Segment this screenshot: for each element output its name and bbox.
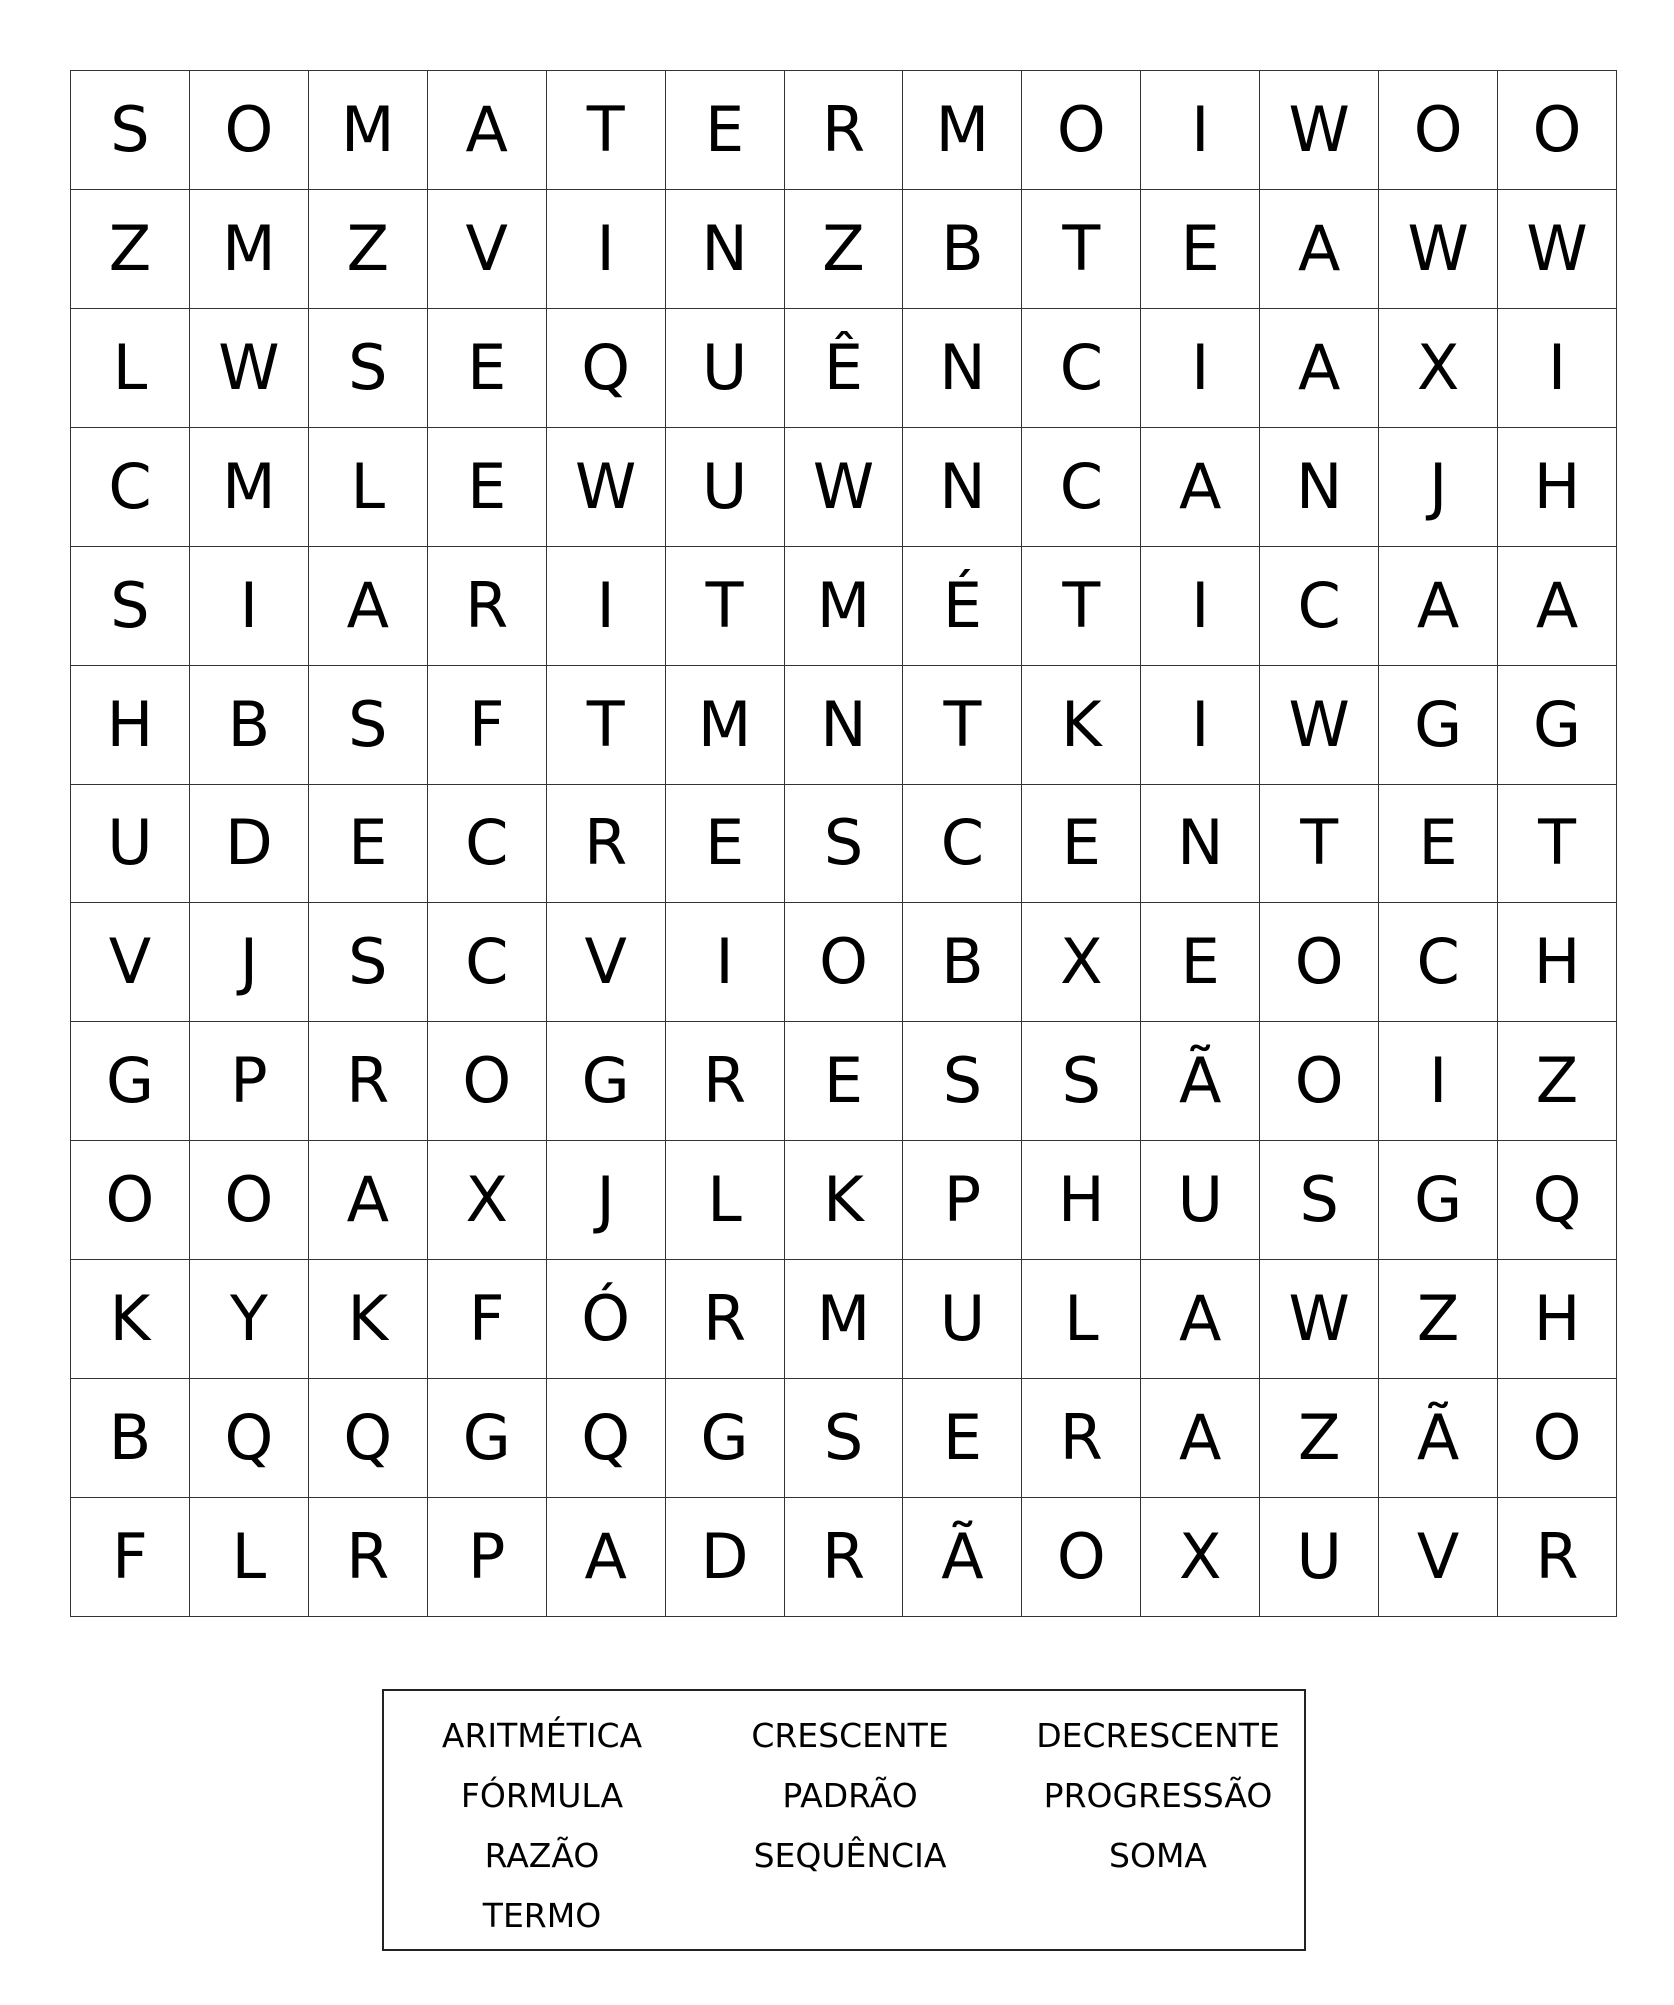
grid-cell[interactable]: Q xyxy=(547,309,666,428)
grid-cell[interactable]: O xyxy=(1022,1498,1141,1617)
grid-cell[interactable]: T xyxy=(1260,785,1379,904)
grid-cell[interactable]: M xyxy=(785,547,904,666)
grid-cell[interactable]: Z xyxy=(309,190,428,309)
grid-cell[interactable]: C xyxy=(1260,547,1379,666)
grid-cell[interactable]: W xyxy=(1498,190,1617,309)
grid-cell[interactable]: T xyxy=(903,666,1022,785)
grid-cell[interactable]: A xyxy=(1141,1260,1260,1379)
grid-cell[interactable]: V xyxy=(428,190,547,309)
grid-cell[interactable]: H xyxy=(1498,903,1617,1022)
grid-cell[interactable]: O xyxy=(1022,71,1141,190)
word-bank-item: PROGRESSÃO xyxy=(1043,1775,1273,1815)
grid-cell[interactable]: Ã xyxy=(1379,1379,1498,1498)
grid-cell[interactable]: D xyxy=(190,785,309,904)
word-search-grid xyxy=(70,70,1617,1617)
grid-cell[interactable]: H xyxy=(1498,428,1617,547)
grid-cell[interactable]: N xyxy=(666,190,785,309)
grid-cell[interactable]: I xyxy=(666,903,785,1022)
grid-cell[interactable]: O xyxy=(190,1141,309,1260)
grid-cell[interactable]: E xyxy=(785,1022,904,1141)
grid-cell[interactable]: B xyxy=(190,666,309,785)
word-bank xyxy=(382,1689,1306,1951)
word-bank-item: DECRESCENTE xyxy=(1036,1715,1280,1755)
grid-cell[interactable]: N xyxy=(1260,428,1379,547)
grid-cell[interactable]: C xyxy=(1022,309,1141,428)
grid-cell[interactable]: E xyxy=(309,785,428,904)
grid-cell[interactable]: G xyxy=(1379,1141,1498,1260)
grid-cell[interactable]: K xyxy=(785,1141,904,1260)
grid-cell[interactable]: A xyxy=(309,1141,428,1260)
grid-cell[interactable]: M xyxy=(903,71,1022,190)
grid-cell[interactable]: G xyxy=(1498,666,1617,785)
grid-cell[interactable]: Z xyxy=(1260,1379,1379,1498)
grid-cell[interactable]: É xyxy=(903,547,1022,666)
grid-cell[interactable]: P xyxy=(190,1022,309,1141)
grid-cell[interactable]: E xyxy=(1141,190,1260,309)
grid-cell[interactable]: Ó xyxy=(547,1260,666,1379)
grid-cell[interactable]: F xyxy=(71,1498,190,1617)
grid-cell[interactable]: E xyxy=(666,71,785,190)
grid-cell[interactable]: R xyxy=(547,785,666,904)
grid-cell[interactable]: D xyxy=(666,1498,785,1617)
grid-cell[interactable]: V xyxy=(71,903,190,1022)
grid-cell[interactable]: C xyxy=(428,903,547,1022)
grid-cell[interactable]: O xyxy=(1379,71,1498,190)
word-bank-item: SEQUÊNCIA xyxy=(753,1835,947,1875)
grid-cell[interactable]: E xyxy=(1022,785,1141,904)
grid-cell[interactable]: H xyxy=(71,666,190,785)
grid-cell[interactable]: R xyxy=(785,1498,904,1617)
grid-cell[interactable]: Q xyxy=(1498,1141,1617,1260)
grid-cell[interactable]: A xyxy=(1141,1379,1260,1498)
grid-cell[interactable]: R xyxy=(666,1260,785,1379)
grid-cell[interactable]: R xyxy=(785,71,904,190)
grid-cell[interactable]: S xyxy=(903,1022,1022,1141)
grid-cell[interactable]: O xyxy=(71,1141,190,1260)
grid-cell[interactable]: U xyxy=(1141,1141,1260,1260)
grid-cell[interactable]: K xyxy=(71,1260,190,1379)
grid-cell[interactable]: B xyxy=(903,903,1022,1022)
grid-cell[interactable]: C xyxy=(71,428,190,547)
grid-cell[interactable]: H xyxy=(1022,1141,1141,1260)
grid-cell[interactable]: L xyxy=(190,1498,309,1617)
grid-cell[interactable]: G xyxy=(666,1379,785,1498)
word-bank-item: CRESCENTE xyxy=(751,1715,949,1755)
grid-cell[interactable]: W xyxy=(785,428,904,547)
grid-cell[interactable]: U xyxy=(666,428,785,547)
grid-cell[interactable]: W xyxy=(1260,71,1379,190)
grid-cell[interactable]: A xyxy=(428,71,547,190)
grid-cell[interactable]: A xyxy=(547,1498,666,1617)
grid-cell[interactable]: S xyxy=(785,1379,904,1498)
word-bank-item: FÓRMULA xyxy=(460,1775,624,1815)
grid-cell[interactable]: Z xyxy=(1498,1022,1617,1141)
grid-cell[interactable]: Ê xyxy=(785,309,904,428)
grid-cell[interactable]: R xyxy=(1498,1498,1617,1617)
grid-cell[interactable]: Ã xyxy=(903,1498,1022,1617)
grid-cell[interactable]: J xyxy=(190,903,309,1022)
grid-cell[interactable]: A xyxy=(1498,547,1617,666)
grid-cell[interactable]: I xyxy=(1141,309,1260,428)
grid-cell[interactable]: W xyxy=(1260,1260,1379,1379)
grid-cell[interactable]: Q xyxy=(309,1379,428,1498)
grid-cell[interactable]: O xyxy=(785,903,904,1022)
grid-cell[interactable]: S xyxy=(309,666,428,785)
grid-cell[interactable]: I xyxy=(1141,71,1260,190)
grid-cell[interactable]: G xyxy=(71,1022,190,1141)
grid-cell[interactable]: A xyxy=(1379,547,1498,666)
grid-cell[interactable]: F xyxy=(428,666,547,785)
grid-cell[interactable]: V xyxy=(1379,1498,1498,1617)
grid-cell[interactable]: K xyxy=(1022,666,1141,785)
grid-cell[interactable]: R xyxy=(428,547,547,666)
grid-cell[interactable]: L xyxy=(666,1141,785,1260)
grid-cell[interactable]: S xyxy=(71,547,190,666)
grid-cell[interactable]: N xyxy=(785,666,904,785)
grid-cell[interactable]: S xyxy=(1022,1022,1141,1141)
grid-cell[interactable]: A xyxy=(309,547,428,666)
grid-cell[interactable]: G xyxy=(428,1379,547,1498)
grid-cell[interactable]: G xyxy=(1379,666,1498,785)
grid-cell[interactable]: A xyxy=(1141,428,1260,547)
grid-cell[interactable]: Z xyxy=(71,190,190,309)
grid-cell[interactable]: L xyxy=(1022,1260,1141,1379)
grid-cell[interactable]: P xyxy=(428,1498,547,1617)
grid-cell[interactable]: P xyxy=(903,1141,1022,1260)
grid-cell[interactable]: W xyxy=(190,309,309,428)
grid-cell[interactable]: M xyxy=(190,190,309,309)
grid-cell[interactable]: I xyxy=(547,190,666,309)
grid-cell[interactable]: N xyxy=(903,309,1022,428)
grid-cell[interactable]: S xyxy=(71,71,190,190)
grid-cell[interactable]: Z xyxy=(1379,1260,1498,1379)
grid-cell[interactable]: E xyxy=(428,309,547,428)
grid-cell[interactable]: Y xyxy=(190,1260,309,1379)
grid-cell[interactable]: M xyxy=(309,71,428,190)
grid-cell[interactable]: H xyxy=(1498,1260,1617,1379)
grid-cell[interactable]: T xyxy=(1022,190,1141,309)
grid-cell[interactable]: I xyxy=(1498,309,1617,428)
grid-cell[interactable]: I xyxy=(190,547,309,666)
grid-cell[interactable]: O xyxy=(1260,1022,1379,1141)
grid-cell[interactable]: O xyxy=(1498,71,1617,190)
grid-cell[interactable]: Ã xyxy=(1141,1022,1260,1141)
grid-cell[interactable]: O xyxy=(1498,1379,1617,1498)
grid-cell[interactable]: C xyxy=(1022,428,1141,547)
grid-cell[interactable]: E xyxy=(428,428,547,547)
grid-cell[interactable]: S xyxy=(1260,1141,1379,1260)
grid-cell[interactable]: R xyxy=(666,1022,785,1141)
grid-cell[interactable]: S xyxy=(785,785,904,904)
grid-cell[interactable]: C xyxy=(1379,903,1498,1022)
grid-cell[interactable]: U xyxy=(71,785,190,904)
grid-cell[interactable]: X xyxy=(1022,903,1141,1022)
grid-cell[interactable]: C xyxy=(903,785,1022,904)
grid-cell[interactable]: O xyxy=(1260,903,1379,1022)
word-bank-item: SOMA xyxy=(1109,1835,1207,1875)
grid-cell[interactable]: E xyxy=(666,785,785,904)
grid-cell[interactable]: V xyxy=(547,903,666,1022)
grid-cell[interactable]: M xyxy=(190,428,309,547)
grid-cell[interactable]: T xyxy=(1498,785,1617,904)
grid-cell[interactable]: M xyxy=(666,666,785,785)
word-bank-item: TERMO xyxy=(482,1895,602,1935)
grid-cell[interactable]: L xyxy=(309,428,428,547)
word-bank-item: RAZÃO xyxy=(484,1835,600,1875)
grid-cell[interactable]: I xyxy=(1141,666,1260,785)
grid-cell[interactable]: L xyxy=(71,309,190,428)
grid-cell[interactable]: B xyxy=(71,1379,190,1498)
grid-cell[interactable]: Q xyxy=(190,1379,309,1498)
word-bank-item xyxy=(696,1885,1004,1945)
grid-cell[interactable]: N xyxy=(903,428,1022,547)
grid-cell[interactable]: F xyxy=(428,1260,547,1379)
grid-cell[interactable]: X xyxy=(1141,1498,1260,1617)
grid-cell[interactable]: J xyxy=(547,1141,666,1260)
grid-cell[interactable]: T xyxy=(1022,547,1141,666)
grid-cell[interactable]: R xyxy=(1022,1379,1141,1498)
grid-cell[interactable]: I xyxy=(547,547,666,666)
grid-cell[interactable]: E xyxy=(1141,903,1260,1022)
grid-cell[interactable]: Q xyxy=(547,1379,666,1498)
grid-cell[interactable]: R xyxy=(309,1498,428,1617)
grid-cell[interactable]: I xyxy=(1379,1022,1498,1141)
word-bank-item xyxy=(1004,1885,1312,1945)
grid-cell[interactable]: A xyxy=(1260,309,1379,428)
grid-cell[interactable]: U xyxy=(666,309,785,428)
grid-cell[interactable]: T xyxy=(547,666,666,785)
grid-cell[interactable]: G xyxy=(547,1022,666,1141)
grid-cell[interactable]: E xyxy=(1379,785,1498,904)
grid-cell[interactable]: T xyxy=(666,547,785,666)
word-bank-item: PADRÃO xyxy=(782,1775,918,1815)
grid-cell[interactable]: R xyxy=(309,1022,428,1141)
grid-cell[interactable]: K xyxy=(309,1260,428,1379)
grid-cell[interactable]: S xyxy=(309,309,428,428)
grid-cell[interactable]: W xyxy=(1260,666,1379,785)
grid-cell[interactable]: A xyxy=(1260,190,1379,309)
grid-cell[interactable]: N xyxy=(1141,785,1260,904)
grid-cell[interactable]: W xyxy=(1379,190,1498,309)
grid-cell[interactable]: S xyxy=(309,903,428,1022)
grid-cell[interactable]: U xyxy=(1260,1498,1379,1617)
grid-cell[interactable]: M xyxy=(785,1260,904,1379)
grid-cell[interactable]: X xyxy=(1379,309,1498,428)
grid-cell[interactable]: I xyxy=(1141,547,1260,666)
grid-cell[interactable]: Z xyxy=(785,190,904,309)
grid-cell[interactable]: T xyxy=(547,71,666,190)
grid-cell[interactable]: B xyxy=(903,190,1022,309)
grid-cell[interactable]: E xyxy=(903,1379,1022,1498)
grid-cell[interactable]: C xyxy=(428,785,547,904)
word-bank-item: ARITMÉTICA xyxy=(441,1715,643,1755)
grid-cell[interactable]: W xyxy=(547,428,666,547)
grid-cell[interactable]: U xyxy=(903,1260,1022,1379)
grid-cell[interactable]: O xyxy=(190,71,309,190)
grid-cell[interactable]: X xyxy=(428,1141,547,1260)
grid-cell[interactable]: O xyxy=(428,1022,547,1141)
grid-cell[interactable]: J xyxy=(1379,428,1498,547)
